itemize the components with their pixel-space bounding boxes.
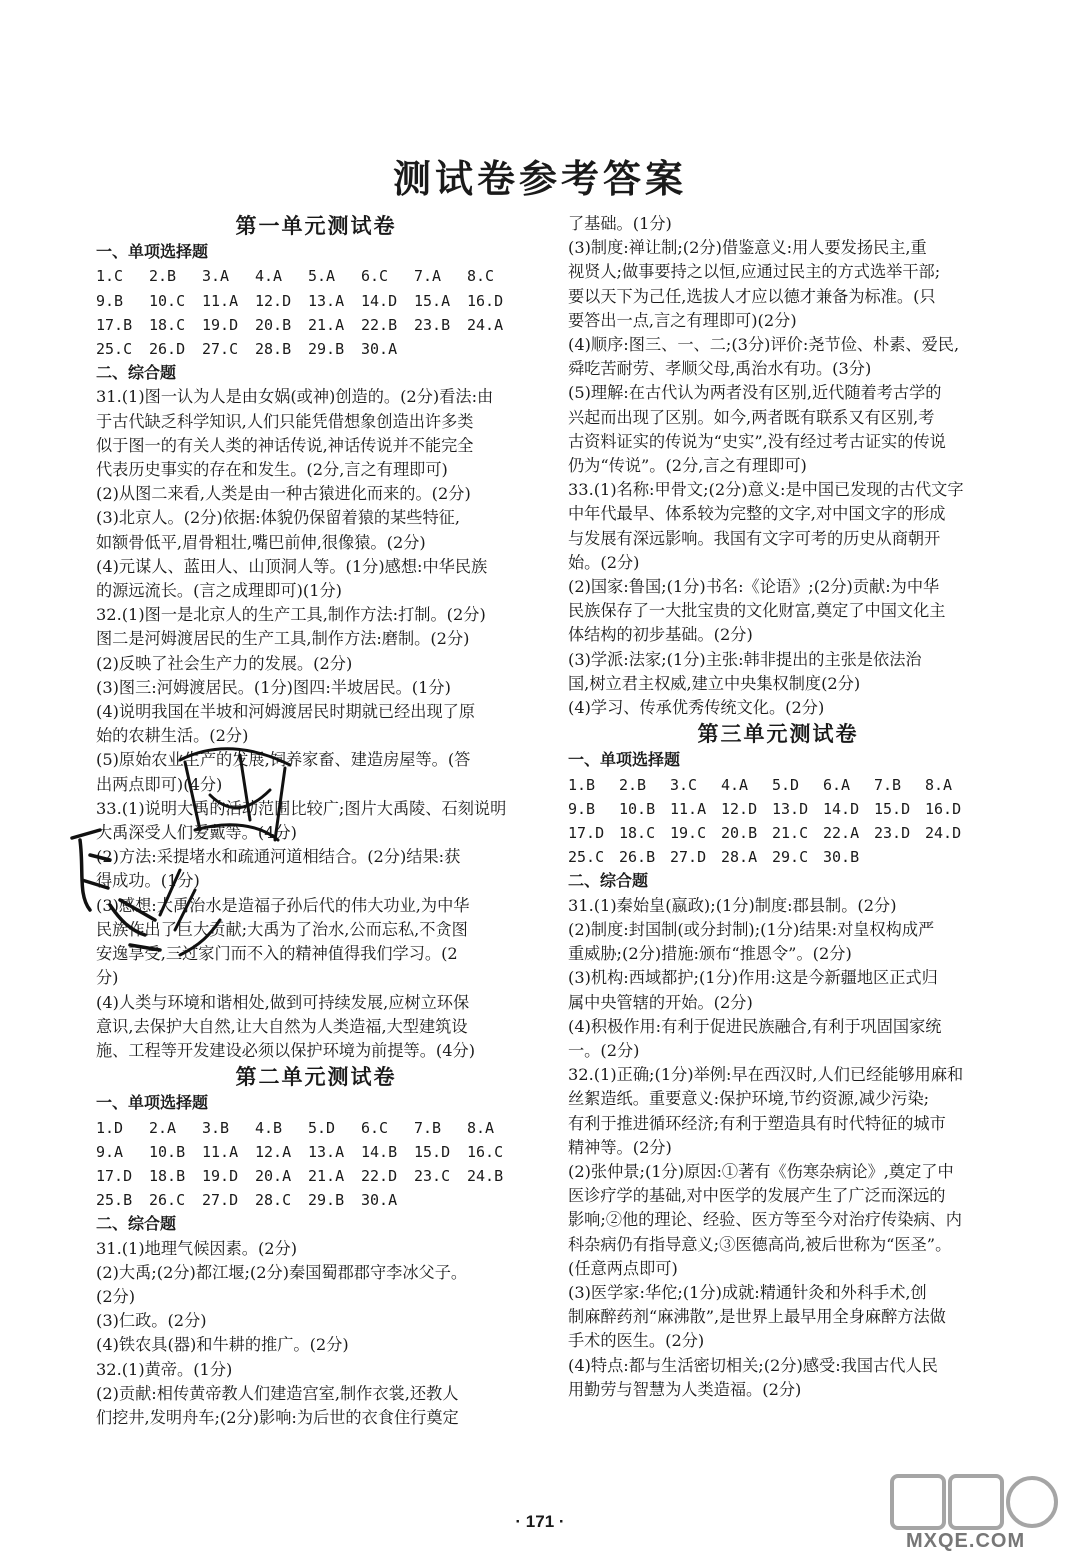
choice-answer: 8.C [467, 267, 495, 286]
choice-answer: 4.A [255, 267, 283, 286]
answer-line: (3)图三:河姆渡居民。(1分)图四:半坡居民。(1分) [96, 677, 451, 697]
answer-line: 中年代最早、体系较为完整的文字,对中国文字的形成 [568, 504, 946, 524]
answer-line: (2)从图二来看,人类是由一种古猿进化而来的。(2分) [96, 484, 471, 504]
choice-answer: 10.C [149, 291, 186, 310]
choice-answer: 13.A [308, 291, 345, 310]
choice-answer: 6.A [823, 775, 851, 794]
choice-answer: 22.D [361, 1166, 398, 1185]
unit1-comp-heading: 二、综合题 [96, 363, 177, 383]
choice-answer: 25.B [96, 1191, 133, 1210]
unit3-title: 第三单元测试卷 [697, 721, 859, 747]
answer-line: (4)积极作用:有利于促进民族融合,有利于巩固国家统 [568, 1016, 942, 1036]
answer-line: 古资料证实的传说为“史实”,没有经过考古证实的传说 [568, 431, 946, 451]
choice-answer: 9.A [96, 1142, 124, 1161]
answer-line: 影响;②他的理论、经验、医方等至今对治疗传染病、内 [568, 1210, 962, 1230]
answer-line: 民族保存了一大批宝贵的文化财富,奠定了中国文化主 [568, 601, 946, 621]
answer-line: 的源远流长。(言之成理即可)(1分) [96, 581, 342, 601]
unit1-title: 第一单元测试卷 [235, 213, 397, 238]
choice-answer: 9.B [96, 291, 124, 310]
answer-line: (2)方法:采提堵水和疏通河道相结合。(2分)结果:获 [96, 847, 461, 867]
answer-line: (3)学派:法家;(1分)主张:韩非提出的主张是依法治 [568, 649, 922, 669]
choice-answer: 19.C [670, 824, 707, 843]
answer-line: (4)铁农具(器)和牛耕的推广。(2分) [96, 1335, 349, 1355]
answer-line: 一。(2分) [568, 1040, 640, 1060]
answer-line: (2)国家:鲁国;(1分)书名:《论语》;(2分)贡献:为中华 [568, 577, 940, 597]
choice-answer: 11.A [202, 1142, 239, 1161]
choice-answer: 8.A [925, 775, 953, 794]
choice-answer: 9.B [568, 799, 596, 818]
answer-line: (4)顺序:图三、一、二;(3分)评价:尧节俭、朴素、爱民, [568, 335, 960, 355]
choice-answer: 5.D [308, 1118, 336, 1137]
answer-line: (2)制度:封国制(或分封制);(1分)结果:对皇权构成严 [568, 919, 935, 939]
answer-line: 们挖井,发明舟车;(2分)影响:为后世的衣食住行奠定 [96, 1407, 459, 1427]
choice-answer: 17.D [96, 1166, 133, 1185]
answer-line: 33.(1)名称:甲骨文;(2分)意义:是中国已发现的古代文字 [568, 480, 964, 500]
answer-line: 手术的医生。(2分) [568, 1331, 705, 1351]
unit3-comp-heading: 二、综合题 [568, 871, 649, 891]
choice-answer: 30.A [361, 340, 398, 359]
answer-line: 重威胁;(2分)措施:颁布“推恩令”。(2分) [568, 944, 852, 964]
choice-answer: 1.C [96, 267, 124, 286]
choice-answer: 26.C [149, 1191, 186, 1210]
answer-line: 代表历史事实的存在和发生。(2分,言之有理即可) [96, 460, 448, 480]
answer-line: (3)感想:大禹治水是造福子孙后代的伟大功业,为中华 [96, 895, 470, 915]
answer-line: 科杂病仍有指导意义;③医德高尚,被后世称为“医圣”。 [568, 1234, 952, 1254]
unit3-comp-answers [568, 894, 988, 1402]
answer-line: 要答出一点,言之有理即可)(2分) [568, 310, 797, 330]
choice-answer: 6.C [361, 1118, 389, 1137]
answer-line: 有利于推进循环经济;有利于塑造具有时代特征的城市 [568, 1113, 946, 1133]
answer-line: 分) [96, 968, 119, 988]
choice-answer: 21.C [772, 824, 809, 843]
choice-answer: 4.B [255, 1118, 283, 1137]
unit2-mc-answers [96, 1116, 536, 1213]
answer-line: 用勤劳与智慧为人类造福。(2分) [568, 1379, 802, 1399]
answer-line: (4)元谋人、蓝田人、山顶洞人等。(1分)感想:中华民族 [96, 556, 488, 576]
answer-line: (3)制度:禅让制;(2分)借鉴意义:用人要发扬民主,重 [568, 238, 927, 258]
choice-answer: 13.A [308, 1142, 345, 1161]
answer-line: 仍为“传说”。(2分,言之有理即可) [568, 456, 807, 476]
choice-answer: 17.B [96, 315, 133, 334]
choice-answer: 17.D [568, 824, 605, 843]
choice-answer: 7.B [874, 775, 902, 794]
choice-answer: 30.B [823, 848, 860, 867]
choice-answer: 30.A [361, 1191, 398, 1210]
choice-answer: 18.C [149, 315, 186, 334]
unit2-mc-heading: 一、单项选择题 [96, 1093, 209, 1113]
choice-answer: 12.D [255, 291, 292, 310]
answer-line: 舜吃苦耐劳、孝顺父母,禹治水有功。(3分) [568, 359, 872, 379]
choice-answer: 1.B [568, 775, 596, 794]
handwritten-scribble [60, 720, 300, 970]
choice-answer: 21.A [308, 1166, 345, 1185]
choice-answer: 20.B [255, 315, 292, 334]
answer-line: (3)仁政。(2分) [96, 1311, 207, 1331]
choice-answer: 7.B [414, 1118, 442, 1137]
answer-line: 兴起而出现了区别。如今,两者既有联系又有区别,考 [568, 407, 935, 427]
answer-line: (3)北京人。(2分)依据:体貌仍保留着猿的某些特征, [96, 508, 461, 528]
answer-line: (5)原始农业生产的发展,饲养家畜、建造房屋等。(答 [96, 750, 471, 770]
answer-line: (2)张仲景;(1分)原因:①著有《伤寒杂病论》,奠定了中 [568, 1161, 954, 1181]
choice-answer: 10.B [149, 1142, 186, 1161]
answer-line: (3)机构:西域都护;(1分)作用:这是今新疆地区正式归 [568, 968, 938, 988]
answer-line: 丝絮造纸。重要意义:保护环境,节约资源,减少污染; [568, 1089, 930, 1109]
choice-answer: 24.B [467, 1166, 504, 1185]
choice-answer: 15.A [414, 291, 451, 310]
choice-answer: 10.B [619, 799, 656, 818]
choice-answer: 18.B [149, 1166, 186, 1185]
answer-line: 施、工程等开发建设必须以保护环境为前提等。(4分) [96, 1040, 476, 1060]
answer-line: (2)反映了社会生产力的发展。(2分) [96, 653, 353, 673]
choice-answer: 22.B [361, 315, 398, 334]
choice-answer: 12.D [721, 799, 758, 818]
choice-answer: 2.B [619, 775, 647, 794]
choice-answer: 27.D [202, 1191, 239, 1210]
answer-line: (4)学习、传承优秀传统文化。(2分) [568, 698, 825, 718]
choice-answer: 28.B [255, 340, 292, 359]
choice-answer: 28.A [721, 848, 758, 867]
choice-answer: 12.A [255, 1142, 292, 1161]
choice-answer: 20.A [255, 1166, 292, 1185]
unit1-mc-answers [96, 264, 536, 361]
unit2-comp-answers-continued [568, 212, 988, 720]
choice-answer: 11.A [202, 291, 239, 310]
choice-answer: 21.A [308, 315, 345, 334]
answer-line: (任意两点即可) [568, 1258, 678, 1278]
answer-line: 32.(1)正确;(1分)举例:早在西汉时,人们已经能够用麻和 [568, 1065, 964, 1085]
answer-line: 医诊疗学的基础,对中医学的发展产生了广泛而深远的 [568, 1186, 946, 1206]
choice-answer: 29.C [772, 848, 809, 867]
choice-answer: 22.A [823, 824, 860, 843]
answer-line: (4)说明我国在半坡和河姆渡居民时期就已经出现了原 [96, 702, 476, 722]
answer-line: 大禹深受人们爱戴等。(4分) [96, 823, 297, 843]
choice-answer: 29.B [308, 1191, 345, 1210]
choice-answer: 11.A [670, 799, 707, 818]
choice-answer: 14.D [361, 291, 398, 310]
choice-answer: 23.B [414, 315, 451, 334]
watermark-text: MXQE.COM [906, 1530, 1026, 1552]
answer-line: 国,树立君主权威,建立中央集权制度(2分) [568, 673, 861, 693]
choice-answer: 3.A [202, 267, 230, 286]
answer-line: (2分) [96, 1286, 136, 1306]
unit3-mc-answers [568, 773, 988, 870]
choice-answer: 6.C [361, 267, 389, 286]
choice-answer: 28.C [255, 1191, 292, 1210]
answer-line: 31.(1)秦始皇(嬴政);(1分)制度:郡县制。(2分) [568, 895, 897, 915]
choice-answer: 2.B [149, 267, 177, 286]
answer-line: 精神等。(2分) [568, 1137, 672, 1157]
choice-answer: 29.B [308, 340, 345, 359]
right-column [568, 212, 988, 1402]
unit2-comp-heading: 二、综合题 [96, 1214, 177, 1234]
choice-answer: 14.B [361, 1142, 398, 1161]
choice-answer: 24.A [467, 315, 504, 334]
choice-answer: 16.D [925, 799, 962, 818]
answer-line: 出两点即可)(4分) [96, 774, 223, 794]
unit1-mc-heading: 一、单项选择题 [96, 242, 209, 262]
answer-line: 始。(2分) [568, 552, 640, 572]
answer-line: (4)人类与环境和谐相处,做到可持续发展,应树立环保 [96, 992, 470, 1012]
answer-line: 要以天下为己任,选拔人才应以德才兼备为标准。(只 [568, 286, 936, 306]
choice-answer: 8.A [467, 1118, 495, 1137]
answer-line: 体结构的初步基础。(2分) [568, 625, 753, 645]
choice-answer: 27.C [202, 340, 239, 359]
choice-answer: 3.C [670, 775, 698, 794]
choice-answer: 5.A [308, 267, 336, 286]
answer-line: 制麻醉药剂“麻沸散”,是世界上最早用全身麻醉方法做 [568, 1307, 946, 1327]
answer-line: 于古代缺乏科学知识,人们只能凭借想象创造出许多类 [96, 411, 474, 431]
unit3-mc-heading: 一、单项选择题 [568, 750, 681, 770]
answer-line: 得成功。(1分) [96, 871, 200, 891]
unit2-comp-answers [96, 1237, 536, 1431]
choice-answer: 14.D [823, 799, 860, 818]
answer-line: 始的农耕生活。(2分) [96, 726, 249, 746]
choice-answer: 7.A [414, 267, 442, 286]
choice-answer: 15.D [414, 1142, 451, 1161]
page-title: 测试卷参考答案 [392, 156, 687, 201]
answer-line: 如额骨低平,眉骨粗壮,嘴巴前伸,很像猿。(2分) [96, 532, 426, 552]
answer-line: (5)理解:在古代认为两者没有区别,近代随着考古学的 [568, 383, 942, 403]
answer-line: 32.(1)图一是北京人的生产工具,制作方法:打制。(2分) [96, 605, 486, 625]
choice-answer: 2.A [149, 1118, 177, 1137]
answer-line: 图二是河姆渡居民的生产工具,制作方法:磨制。(2分) [96, 629, 470, 649]
answer-line: (2)大禹;(2分)都江堰;(2分)秦国蜀郡郡守李冰父子。 [96, 1262, 468, 1282]
choice-answer: 16.C [467, 1142, 504, 1161]
answer-line: 民族作出了巨大贡献;大禹为了治水,公而忘私,不贪图 [96, 919, 468, 939]
watermark-logo [890, 1468, 1060, 1538]
answer-line: 了基础。(1分) [568, 214, 672, 233]
answer-line: 安逸享受,三过家门而不入的精神值得我们学习。(2 [96, 944, 458, 964]
answer-line: 与发展有深远影响。我国有文字可考的历史从商朝开 [568, 528, 941, 548]
choice-answer: 24.D [925, 824, 962, 843]
choice-answer: 26.B [619, 848, 656, 867]
choice-answer: 16.D [467, 291, 504, 310]
unit2-title: 第二单元测试卷 [235, 1064, 397, 1090]
answer-line: (2)贡献:相传黄帝教人们建造宫室,制作衣裳,还教人 [96, 1383, 459, 1403]
answer-line: 32.(1)黄帝。(1分) [96, 1359, 233, 1379]
answer-line: 31.(1)地理气候因素。(2分) [96, 1238, 298, 1258]
choice-answer: 18.C [619, 824, 656, 843]
choice-answer: 4.A [721, 775, 749, 794]
choice-answer: 23.D [874, 824, 911, 843]
answer-line: (3)医学家:华佗;(1分)成就:精通针灸和外科手术,创 [568, 1282, 927, 1302]
choice-answer: 20.B [721, 824, 758, 843]
choice-answer: 1.D [96, 1118, 124, 1137]
choice-answer: 25.C [96, 340, 133, 359]
answer-line: 属中央管辖的开始。(2分) [568, 992, 753, 1012]
choice-answer: 25.C [568, 848, 605, 867]
answer-line: 意识,去保护大自然,让大自然为人类造福,大型建筑设 [96, 1016, 468, 1036]
choice-answer: 27.D [670, 848, 707, 867]
choice-answer: 26.D [149, 340, 186, 359]
answer-line: 33.(1)说明大禹的活动范围比较广;图片大禹陵、石刻说明 [96, 798, 507, 818]
page-number: · 171 · [515, 1512, 565, 1531]
choice-answer: 13.D [772, 799, 809, 818]
choice-answer: 19.D [202, 315, 239, 334]
choice-answer: 23.C [414, 1166, 451, 1185]
answer-line: 似于图一的有关人类的神话传说,神话传说并不能完全 [96, 435, 474, 455]
answer-line: 视贤人;做事要持之以恒,应通过民主的方式选举干部; [568, 262, 941, 282]
answer-line: 31.(1)图一认为人是由女娲(或神)创造的。(2分)看法:由 [96, 387, 494, 407]
choice-answer: 5.D [772, 775, 800, 794]
choice-answer: 19.D [202, 1166, 239, 1185]
choice-answer: 15.D [874, 799, 911, 818]
choice-answer: 3.B [202, 1118, 230, 1137]
answer-line: (4)特点:都与生活密切相关;(2分)感受:我国古代人民 [568, 1355, 938, 1375]
